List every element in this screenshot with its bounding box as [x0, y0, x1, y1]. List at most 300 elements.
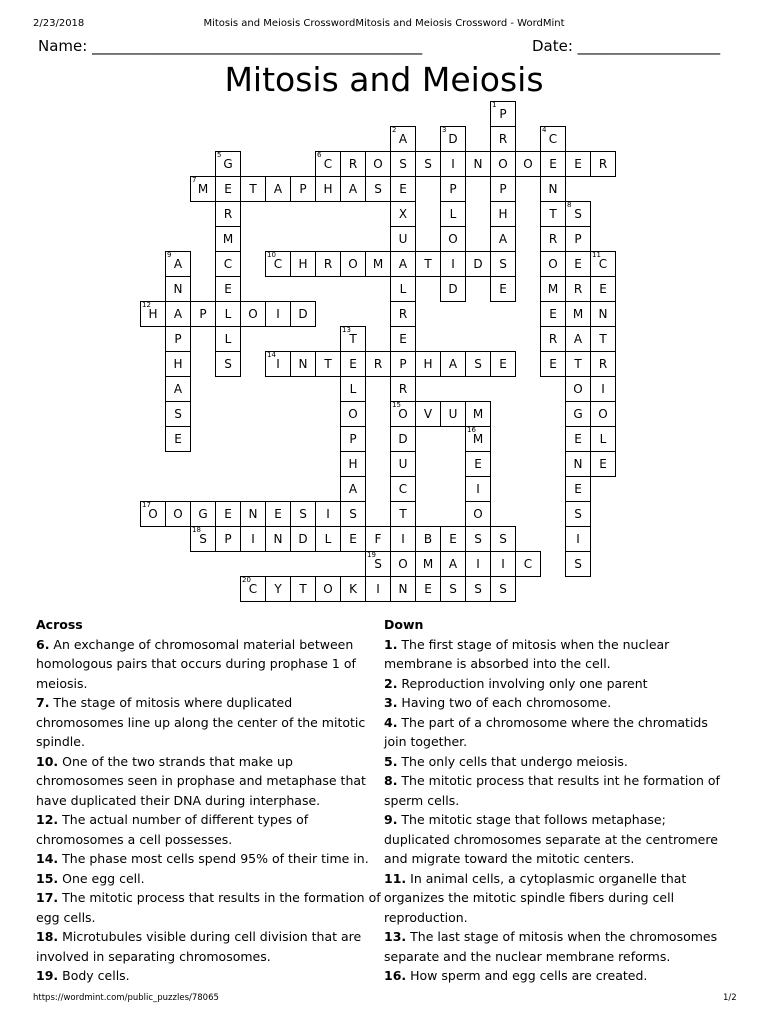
grid-cell: [540, 251, 566, 277]
clue: [384, 966, 729, 986]
clue-number: 18.: [36, 929, 59, 944]
grid-letter: H: [348, 457, 358, 471]
grid-cell: [465, 501, 491, 527]
grid-cell: [565, 376, 591, 402]
grid-cell: [440, 401, 466, 427]
grid-letter: T: [574, 357, 582, 371]
grid-cell: [465, 426, 491, 452]
grid-cell: [290, 301, 316, 327]
grid-cell: [465, 151, 491, 177]
clue-text: One of the two strands that make up chromosomes seen in prophase and metaphase that have duplicated their DNA during interphase.: [36, 753, 366, 808]
grid-letter: H: [323, 182, 333, 196]
clue-text: The stage of mitosis where duplicated chromosomes line up along the center of the mitotic spindle.: [36, 695, 366, 749]
grid-letter: S: [474, 532, 482, 546]
grid-letter: R: [348, 157, 358, 171]
grid-cell: [565, 301, 591, 327]
grid-letter: R: [223, 207, 233, 221]
grid-letter: H: [173, 357, 183, 371]
grid-letter: E: [174, 432, 182, 446]
grid-cell: [240, 176, 266, 202]
grid-letter: E: [549, 307, 557, 321]
grid-cell: [290, 251, 316, 277]
grid-letter: X: [398, 207, 408, 221]
grid-letter: I: [276, 357, 280, 371]
clue: [384, 771, 729, 810]
grid-cell: [265, 301, 291, 327]
grid-cell: [340, 151, 366, 177]
grid-letter: L: [349, 382, 357, 396]
grid-letter: P: [299, 182, 307, 196]
grid-cell: [215, 301, 241, 327]
grid-cell: [565, 151, 591, 177]
clue-text: The mitotic stage that follows metaphase; duplicated chromosomes separate at the centromere and migrate toward the mitotic centers.: [384, 812, 718, 866]
clue-number: 14.: [36, 851, 59, 866]
grid-cell: [215, 201, 241, 227]
clue-number: 2.: [384, 675, 398, 691]
grid-cell: [415, 151, 441, 177]
clue-text: An exchange of chromosomal material between homologous pairs that occurs during prophase 1 of meiosis.: [36, 636, 356, 691]
clue: [36, 810, 381, 849]
clue: [36, 693, 381, 752]
grid-cell: [315, 176, 341, 202]
clue-number: 7: [192, 176, 197, 184]
grid-letter: C: [248, 582, 258, 596]
grid-cell: [390, 476, 416, 502]
grid-cell: [465, 451, 491, 477]
grid-letter: S: [224, 357, 232, 371]
grid-cell: [390, 226, 416, 252]
grid-letter: H: [148, 307, 158, 321]
grid-cell: [415, 251, 441, 277]
clue-text: One egg cell.: [58, 870, 145, 886]
clue-number: 15: [392, 401, 401, 409]
grid-letter: E: [349, 357, 357, 371]
grid-cell: [290, 176, 316, 202]
grid-letter: S: [474, 357, 482, 371]
grid-letter: O: [373, 157, 383, 171]
grid-letter: T: [349, 332, 357, 346]
grid-letter: R: [598, 357, 608, 371]
grid-letter: I: [476, 482, 480, 496]
grid-letter: P: [199, 307, 207, 321]
grid-letter: T: [324, 357, 332, 371]
grid-cell: [490, 201, 516, 227]
grid-letter: M: [472, 407, 484, 421]
grid-cell: [365, 151, 391, 177]
clue-text: The phase most cells spend 95% of their time in.: [58, 851, 369, 866]
clue-number: 7.: [36, 695, 50, 710]
grid-letter: O: [598, 407, 608, 421]
clue: [384, 810, 729, 869]
grid-letter: I: [476, 557, 480, 571]
grid-cell: [390, 451, 416, 477]
grid-cell: [490, 101, 516, 127]
grid-letter: B: [423, 532, 433, 546]
grid-cell: [390, 326, 416, 352]
grid-cell: [215, 501, 241, 527]
grid-cell: [565, 426, 591, 452]
grid-cell: [590, 301, 616, 327]
grid-cell: [240, 501, 266, 527]
grid-letter: M: [222, 232, 234, 246]
grid-cell: [390, 276, 416, 302]
grid-letter: S: [349, 507, 357, 521]
grid-cell: [465, 351, 491, 377]
grid-cell: [490, 226, 516, 252]
clue-number: 8: [567, 201, 572, 209]
grid-letter: R: [398, 382, 408, 396]
clue-number: 10.: [36, 753, 59, 769]
grid-cell: [465, 251, 491, 277]
grid-letter: O: [398, 407, 408, 421]
grid-cell: [365, 351, 391, 377]
grid-letter: O: [573, 382, 583, 396]
grid-letter: H: [423, 357, 433, 371]
clue-number: 19: [367, 551, 376, 559]
grid-letter: S: [299, 507, 307, 521]
grid-letter: E: [424, 582, 432, 596]
grid-letter: A: [398, 257, 408, 271]
grid-cell: [315, 526, 341, 552]
grid-cell: [440, 351, 466, 377]
grid-letter: O: [248, 307, 258, 321]
grid-letter: C: [223, 257, 233, 271]
grid-letter: A: [173, 257, 183, 271]
grid-letter: I: [576, 532, 580, 546]
grid-letter: A: [398, 132, 408, 146]
clue: [36, 752, 381, 811]
clue-text: Microtubules visible during cell division that are involved in separating chromosomes.: [36, 929, 362, 964]
grid-letter: C: [398, 482, 408, 496]
grid-letter: O: [348, 257, 358, 271]
clue-number: 10: [267, 251, 276, 259]
grid-cell: [565, 501, 591, 527]
grid-cell: [165, 501, 191, 527]
grid-cell: [465, 401, 491, 427]
grid-cell: [290, 351, 316, 377]
grid-cell: [390, 401, 416, 427]
down-clues: [384, 615, 729, 986]
grid-letter: D: [298, 532, 308, 546]
clue-number: 13.: [384, 929, 407, 944]
grid-cell: [390, 351, 416, 377]
grid-cell: [490, 176, 516, 202]
grid-cell: [140, 501, 166, 527]
across-clues: [36, 615, 381, 986]
clue-number: 4: [542, 126, 547, 134]
grid-letter: O: [173, 507, 183, 521]
grid-letter: U: [398, 232, 408, 246]
grid-letter: C: [323, 157, 333, 171]
clue-text: The first stage of mitosis when the nuclear membrane is absorbed into the cell.: [384, 636, 670, 671]
grid-cell: [440, 226, 466, 252]
grid-letter: I: [276, 307, 280, 321]
grid-letter: E: [574, 157, 582, 171]
grid-cell: [415, 351, 441, 377]
grid-letter: S: [474, 582, 482, 596]
grid-cell: [390, 126, 416, 152]
grid-cell: [415, 401, 441, 427]
grid-letter: L: [449, 207, 457, 221]
grid-letter: O: [398, 557, 408, 571]
grid-letter: M: [197, 182, 209, 196]
grid-letter: P: [449, 182, 457, 196]
grid-letter: H: [298, 257, 308, 271]
grid-cell: [565, 401, 591, 427]
grid-cell: [390, 201, 416, 227]
grid-cell: [490, 276, 516, 302]
grid-letter: E: [574, 482, 582, 496]
grid-letter: D: [448, 282, 458, 296]
grid-cell: [440, 276, 466, 302]
grid-cell: [490, 126, 516, 152]
grid-letter: E: [224, 182, 232, 196]
grid-cell: [165, 401, 191, 427]
grid-cell: [165, 326, 191, 352]
grid-letter: T: [424, 257, 432, 271]
grid-cell: [390, 551, 416, 577]
grid-letter: S: [499, 257, 507, 271]
grid-letter: D: [448, 132, 458, 146]
grid-letter: A: [273, 182, 283, 196]
grid-cell: [440, 126, 466, 152]
grid-cell: [490, 251, 516, 277]
grid-letter: L: [324, 532, 332, 546]
grid-cell: [440, 576, 466, 602]
grid-letter: E: [349, 532, 357, 546]
grid-cell: [340, 576, 366, 602]
grid-letter: L: [399, 282, 407, 296]
grid-letter: C: [523, 557, 533, 571]
grid-letter: N: [273, 532, 283, 546]
grid-cell: [215, 226, 241, 252]
grid-cell: [540, 201, 566, 227]
clue-number: 9.: [384, 812, 398, 827]
grid-letter: T: [299, 582, 307, 596]
grid-letter: E: [224, 282, 232, 296]
grid-cell: [390, 251, 416, 277]
grid-cell: [215, 326, 241, 352]
clue-number: 6.: [36, 636, 50, 652]
grid-letter: D: [398, 432, 408, 446]
grid-cell: [340, 501, 366, 527]
grid-cell: [390, 301, 416, 327]
grid-letter: I: [451, 257, 455, 271]
grid-letter: S: [499, 582, 507, 596]
grid-letter: E: [499, 357, 507, 371]
grid-letter: E: [599, 457, 607, 471]
grid-letter: E: [549, 357, 557, 371]
clue: [384, 927, 729, 966]
grid-cell: [365, 526, 391, 552]
grid-letter: A: [348, 182, 358, 196]
grid-letter: E: [224, 507, 232, 521]
clue-number: 1: [492, 101, 497, 109]
grid-letter: N: [573, 457, 583, 471]
grid-letter: R: [573, 282, 583, 296]
grid-cell: [390, 376, 416, 402]
grid-cell: [290, 526, 316, 552]
grid-cell: [490, 526, 516, 552]
grid-letter: S: [374, 557, 382, 571]
grid-cell: [415, 526, 441, 552]
grid-letter: N: [473, 157, 483, 171]
clue-number: 16.: [384, 968, 407, 983]
grid-letter: P: [349, 432, 357, 446]
grid-cell: [590, 401, 616, 427]
grid-letter: A: [448, 557, 458, 571]
grid-letter: E: [574, 432, 582, 446]
clue-text: The last stage of mitosis when the chromosomes separate and the nuclear membrane reforms.: [384, 929, 718, 964]
grid-letter: M: [572, 307, 584, 321]
grid-cell: [265, 251, 291, 277]
clue: [36, 869, 381, 889]
footer-url: https://wordmint.com/public_puzzles/78065: [33, 993, 219, 1003]
grid-letter: E: [274, 507, 282, 521]
grid-cell: [590, 151, 616, 177]
grid-cell: [490, 576, 516, 602]
grid-letter: N: [173, 282, 183, 296]
grid-cell: [215, 276, 241, 302]
grid-cell: [390, 526, 416, 552]
grid-cell: [590, 326, 616, 352]
grid-letter: I: [251, 532, 255, 546]
grid-letter: O: [548, 257, 558, 271]
clue: [36, 635, 381, 694]
grid-cell: [140, 301, 166, 327]
grid-letter: A: [173, 307, 183, 321]
grid-cell: [515, 551, 541, 577]
grid-cell: [265, 576, 291, 602]
grid-cell: [540, 326, 566, 352]
grid-cell: [490, 551, 516, 577]
browser-title: Mitosis and Meiosis CrosswordMitosis and Meiosis Crossword - WordMint: [203, 18, 565, 29]
grid-letter: P: [499, 182, 507, 196]
grid-cell: [265, 501, 291, 527]
grid-letter: S: [574, 207, 582, 221]
grid-letter: P: [574, 232, 582, 246]
clue: [36, 849, 381, 869]
grid-cell: [340, 251, 366, 277]
grid-cell: [490, 151, 516, 177]
grid-cell: [440, 201, 466, 227]
grid-letter: S: [449, 582, 457, 596]
grid-letter: L: [224, 307, 232, 321]
grid-letter: V: [423, 407, 433, 421]
grid-letter: S: [399, 157, 407, 171]
clue-number: 11.: [384, 870, 407, 886]
clue-text: In animal cells, a cytoplasmic organelle that organizes the mitotic spindle fibers during cell reproduction.: [384, 870, 687, 925]
grid-letter: P: [499, 107, 507, 121]
grid-letter: P: [224, 532, 232, 546]
grid-cell: [390, 501, 416, 527]
date-field: Date: ___________________: [532, 37, 721, 55]
grid-cell: [240, 576, 266, 602]
grid-letter: O: [448, 232, 458, 246]
grid-letter: T: [399, 507, 407, 521]
grid-cell: [540, 301, 566, 327]
grid-cell: [565, 276, 591, 302]
down-heading: Down: [384, 617, 424, 632]
grid-letter: G: [198, 507, 208, 521]
clue-text: The actual number of different types of chromosomes a cell possesses.: [36, 812, 309, 847]
clue-number: 15.: [36, 870, 59, 886]
grid-cell: [365, 551, 391, 577]
grid-cell: [315, 576, 341, 602]
grid-letter: I: [326, 507, 330, 521]
across-heading: Across: [36, 617, 83, 632]
grid-letter: N: [248, 507, 258, 521]
grid-letter: I: [451, 157, 455, 171]
clue-number: 13: [342, 326, 351, 334]
grid-cell: [540, 351, 566, 377]
grid-letter: C: [598, 257, 608, 271]
grid-cell: [565, 326, 591, 352]
grid-letter: U: [398, 457, 408, 471]
grid-cell: [315, 251, 341, 277]
grid-letter: S: [174, 407, 182, 421]
grid-cell: [540, 226, 566, 252]
grid-letter: E: [574, 257, 582, 271]
grid-cell: [390, 426, 416, 452]
clue-number: 17.: [36, 890, 59, 905]
grid-cell: [565, 226, 591, 252]
clue-text: The only cells that undergo meiosis.: [397, 753, 628, 769]
clue-number: 17: [142, 501, 151, 509]
grid-letter: O: [498, 157, 508, 171]
grid-cell: [190, 501, 216, 527]
grid-letter: R: [398, 307, 408, 321]
grid-letter: T: [549, 207, 557, 221]
grid-letter: E: [474, 457, 482, 471]
grid-cell: [590, 426, 616, 452]
clue: [36, 888, 381, 927]
clue: [384, 693, 729, 713]
clue-number: 12: [142, 301, 151, 309]
clue-number: 14: [267, 351, 276, 359]
grid-letter: O: [148, 507, 158, 521]
grid-letter: L: [599, 432, 607, 446]
grid-cell: [340, 426, 366, 452]
grid-cell: [440, 151, 466, 177]
grid-letter: I: [401, 532, 405, 546]
grid-letter: S: [424, 157, 432, 171]
clue-number: 5: [217, 151, 222, 159]
grid-cell: [340, 526, 366, 552]
grid-letter: E: [499, 282, 507, 296]
clue-number: 3.: [384, 695, 398, 710]
grid-cell: [365, 251, 391, 277]
grid-letter: H: [498, 207, 508, 221]
page-title: Mitosis and Meiosis: [224, 60, 544, 99]
grid-cell: [590, 351, 616, 377]
clue-number: 3: [442, 126, 447, 134]
grid-letter: A: [348, 482, 358, 496]
grid-letter: R: [548, 332, 558, 346]
clue-number: 11: [592, 251, 601, 259]
grid-cell: [490, 351, 516, 377]
clue: [384, 752, 729, 772]
grid-cell: [240, 301, 266, 327]
grid-letter: M: [472, 432, 484, 446]
clue-number: 1.: [384, 636, 398, 652]
grid-cell: [440, 176, 466, 202]
grid-letter: Y: [274, 582, 282, 596]
grid-letter: P: [399, 357, 407, 371]
print-date: 2/23/2018: [33, 18, 85, 29]
grid-cell: [165, 351, 191, 377]
grid-letter: S: [374, 182, 382, 196]
